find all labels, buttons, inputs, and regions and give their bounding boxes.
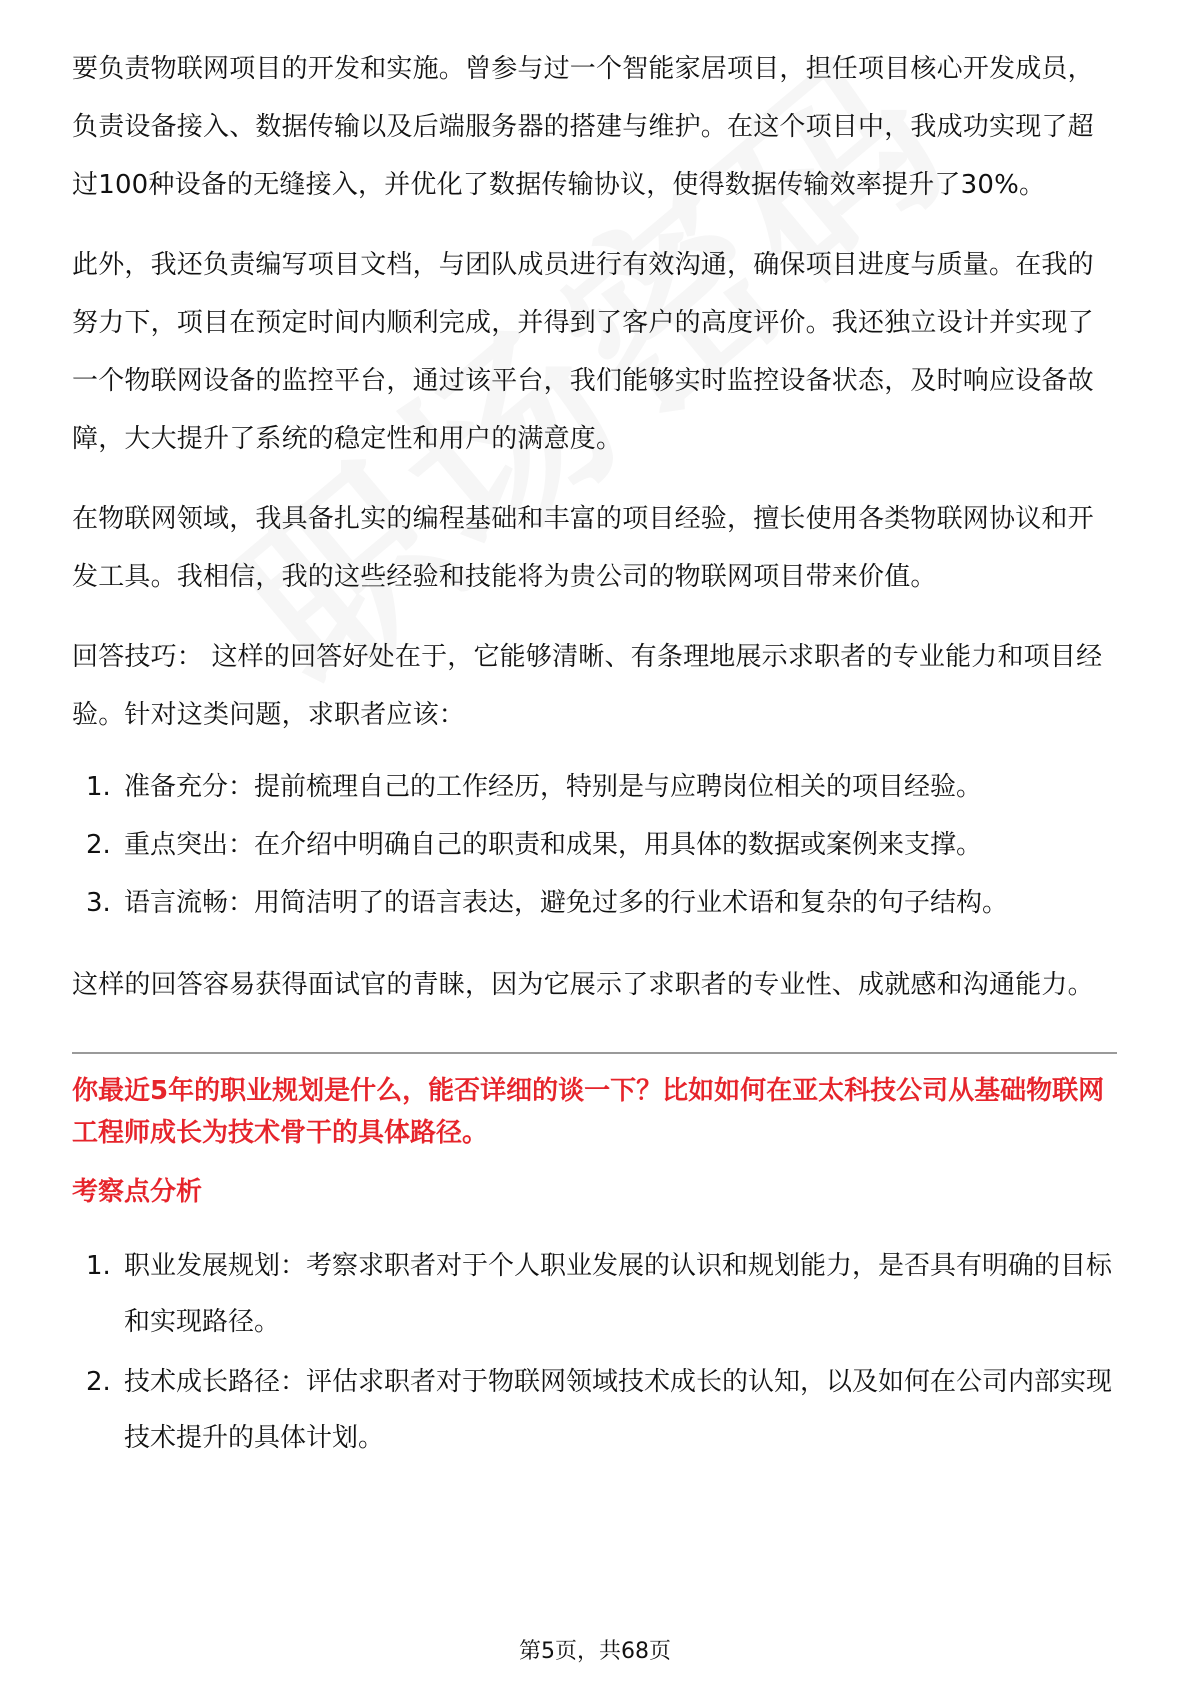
list-text: 职业发展规划：考察求职者对于个人职业发展的认识和规划能力，是否具有明确的目标和实现路径。 (124, 1251, 1113, 1337)
interview-question: 你最近5年的职业规划是什么，能否详细的谈一下？比如如何在亚太科技公司从基础物联网工程师成长为技术骨干的具体路径。 (72, 1076, 1105, 1148)
answer-tips-intro: 回答技巧： 这样的回答好处在于，它能够清晰、有条理地展示求职者的专业能力和项目经验。针对这类问题，求职者应该： (72, 642, 1103, 730)
list-text: 准备充分：提前梳理自己的工作经历，特别是与应聘岗位相关的项目经验。 (124, 772, 983, 802)
list-number: 1. (86, 772, 111, 802)
answer-paragraph-2: 此外，我还负责编写项目文档，与团队成员进行有效沟通，确保项目进度与质量。在我的努力下，项目在预定时间内顺利完成，并得到了客户的高度评价。我还独立设计并实现了一个物联网设备的监控平台，通过该平台，我们能够实时监控设备状态，及时响应设备故障，大大提升了系统的稳定性和用户的满意度。 (72, 250, 1094, 454)
answer-paragraph-3: 在物联网领域，我具备扎实的编程基础和丰富的项目经验，擅长使用各类物联网协议和开发工具。我相信，我的这些经验和技能将为贵公司的物联网项目带来价值。 (72, 504, 1094, 592)
analysis-list (72, 1238, 1117, 1466)
list-item (72, 1354, 1117, 1466)
section-divider (72, 1052, 1117, 1054)
list-number: 2. (86, 1367, 111, 1397)
answer-paragraph-1: 要负责物联网项目的开发和实施。曾参与过一个智能家居项目，担任项目核心开发成员，负责设备接入、数据传输以及后端服务器的搭建与维护。在这个项目中，我成功实现了超过100种设备的无缝接入，并优化了数据传输协议，使得数据传输效率提升了30%。 (72, 54, 1094, 200)
list-item (72, 874, 1117, 932)
list-number: 3. (86, 888, 111, 918)
closing-paragraph: 这样的回答容易获得面试官的青睐，因为它展示了求职者的专业性、成就感和沟通能力。 (72, 970, 1094, 1000)
list-item (72, 816, 1117, 874)
list-item (72, 758, 1117, 816)
list-text: 技术成长路径：评估求职者对于物联网领域技术成长的认知，以及如何在公司内部实现技术提升的具体计划。 (124, 1367, 1113, 1453)
list-text: 语言流畅：用简洁明了的语言表达，避免过多的行业术语和复杂的句子结构。 (124, 888, 1009, 918)
list-number: 1. (86, 1251, 111, 1281)
list-number: 2. (86, 830, 111, 860)
list-text: 重点突出：在介绍中明确自己的职责和成果，用具体的数据或案例来支撑。 (124, 830, 983, 860)
analysis-heading: 考察点分析 (72, 1177, 203, 1207)
tips-list (72, 758, 1117, 932)
list-item (72, 1238, 1117, 1350)
document-page (72, 40, 1117, 1470)
page-footer: 第5页，共68页 (519, 1639, 671, 1664)
